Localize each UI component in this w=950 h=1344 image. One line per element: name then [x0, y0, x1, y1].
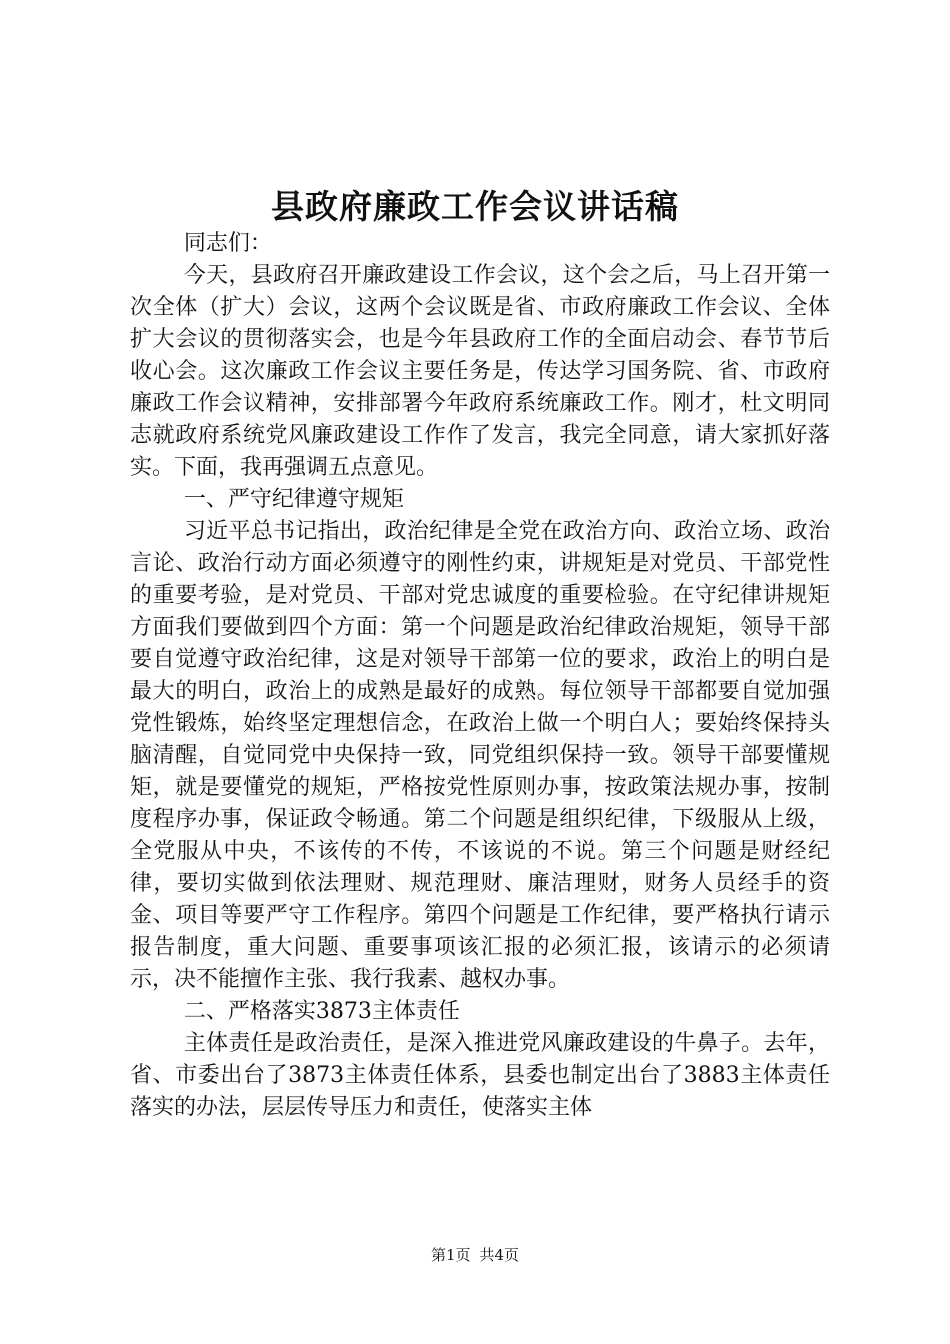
- section-heading-2: 二、严格落实3873主体责任: [183, 999, 460, 1024]
- document-title: 县政府廉政工作会议讲话稿: [271, 187, 679, 226]
- section-paragraph-1: 习近平总书记指出，政治纪律是全党在政治方向、政治立场、政治言论、政治行动方面必须遵守的刚性约束，讲规矩是对党员、干部党性的重要考验，是对党员、干部对党忠诚度的重要检验。在守纪律讲规矩方面我们要做到四个方面：第一个问题是政治纪律政治规矩，领导干部要自觉遵守政治纪律，这是对领导干部第一位的要求，政治上的明白是最大的明白，政治上的成熟是最好的成熟。每位领导干部都要自觉加强党性锻炼，始终坚定理想信念，在政治上做一个明白人；要始终保持头脑清醒，自觉同党中央保持一致，同党组织保持一致。领导干部要懂规矩，就是要懂党的规矩，严格按党性原则办事，按政策法规办事，按制度程序办事，保证政令畅通。第二个问题是组织纪律，下级服从上级，全党服从中央，不该传的不传，不该说的不说。第三个问题是财经纪律，要切实做到依法理财、规范理财、廉洁理财，财务人员经手的资金、项目等要严守工作程序。第四个问题是工作纪律，要严格执行请示报告制度，重大问题、重要事项该汇报的必须汇报，该请示的必须请示，决不能擅作主张、我行我素、越权办事。: [130, 519, 830, 992]
- document-body: [130, 228, 830, 1124]
- salutation-paragraph: 同志们：: [183, 231, 272, 256]
- opening-paragraph: 今天，县政府召开廉政建设工作会议，这个会之后，马上召开第一次全体（扩大）会议，这两个会议既是省、市政府廉政工作会议、全体扩大会议的贯彻落实会，也是今年县政府工作的全面启动会、春节节后收心会。这次廉政工作会议主要任务是，传达学习国务院、省、市政府廉政工作会议精神，安排部署今年政府系统廉政工作。刚才，杜文明同志就政府系统党风廉政建设工作作了发言，我完全同意，请大家抓好落实。下面，我再强调五点意见。: [130, 263, 830, 480]
- page-number: 第1页: [430, 1246, 471, 1264]
- section-paragraph-2: 主体责任是政治责任，是深入推进党风廉政建设的牛鼻子。去年，省、市委出台了3873主体责任体系，县委也制定出台了3883主体责任落实的办法，层层传导压力和责任，使落实主体: [130, 1031, 830, 1120]
- page-footer: [0, 1244, 950, 1266]
- section-heading-1: 一、严守纪律遵守规矩: [183, 487, 404, 512]
- page-total: 共4页: [479, 1246, 520, 1264]
